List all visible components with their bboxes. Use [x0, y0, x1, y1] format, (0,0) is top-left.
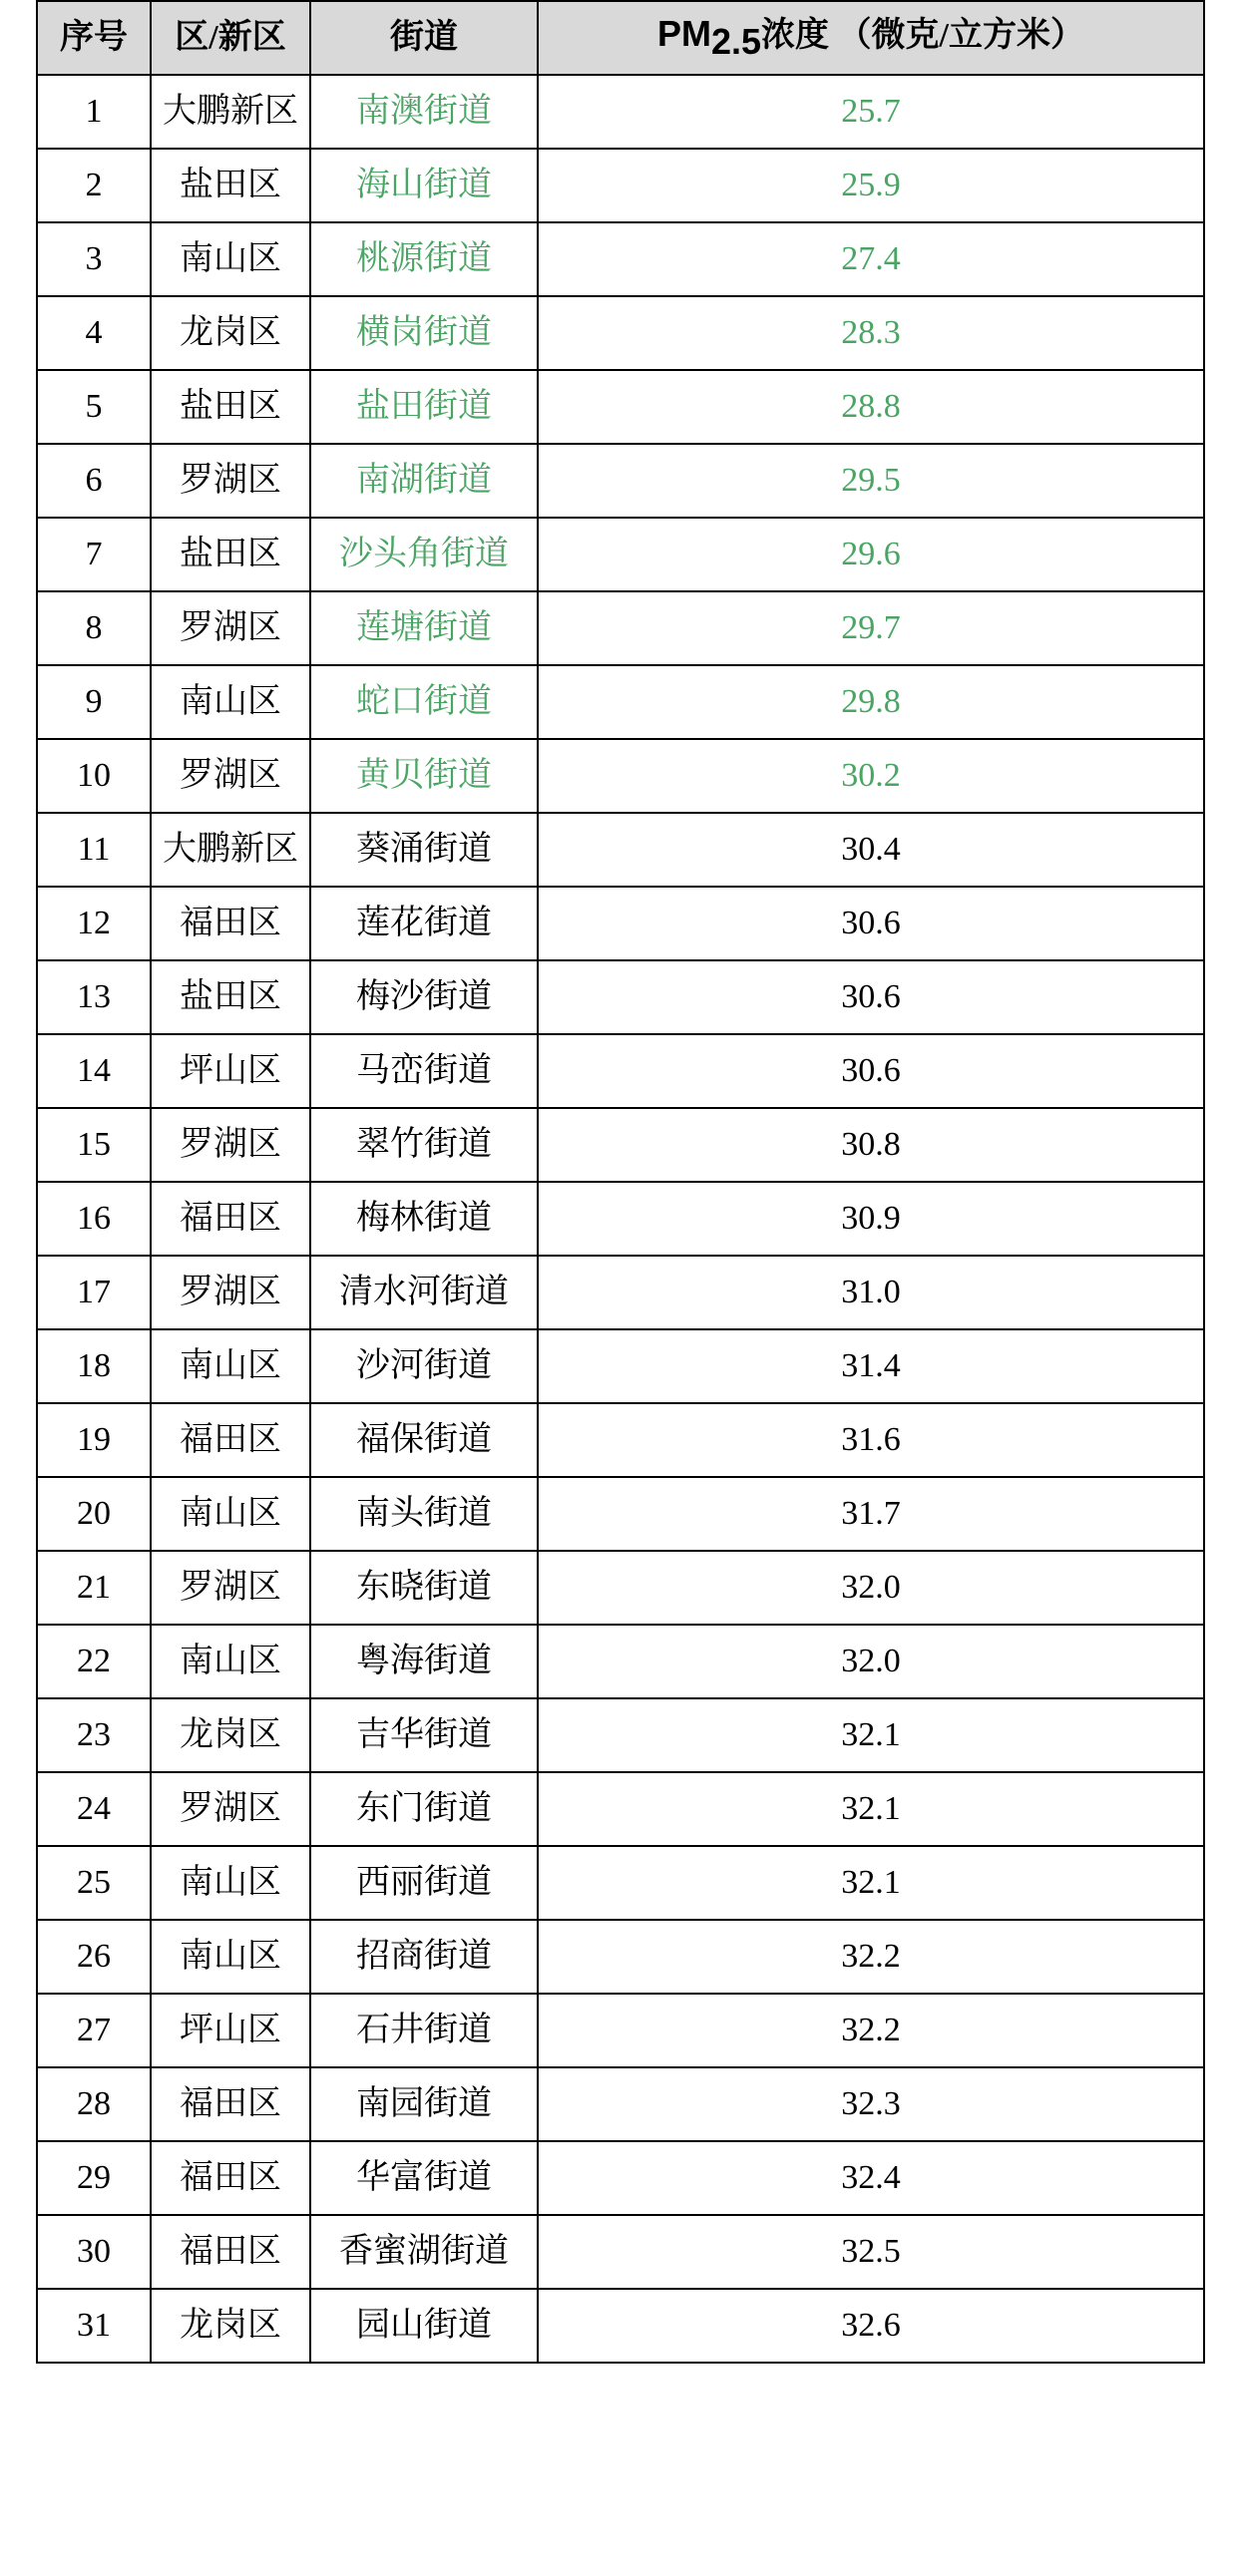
cell-rank: 23 — [37, 1698, 151, 1772]
cell-street: 海山街道 — [310, 149, 538, 222]
table-row — [37, 2067, 1204, 2141]
table-row — [37, 149, 1204, 222]
cell-district: 福田区 — [151, 2215, 310, 2289]
cell-district: 南山区 — [151, 1920, 310, 1994]
cell-rank: 19 — [37, 1403, 151, 1477]
table-row — [37, 1551, 1204, 1625]
cell-rank: 13 — [37, 960, 151, 1034]
cell-pm25-value: 32.1 — [538, 1846, 1204, 1920]
cell-rank: 1 — [37, 75, 151, 149]
cell-pm25-value: 32.2 — [538, 1994, 1204, 2067]
table-row — [37, 1698, 1204, 1772]
cell-district: 南山区 — [151, 1477, 310, 1551]
cell-street: 粤海街道 — [310, 1625, 538, 1698]
column-header-pm25-concentration — [538, 1, 1204, 75]
cell-district: 龙岗区 — [151, 296, 310, 370]
cell-street: 东晓街道 — [310, 1551, 538, 1625]
table-row — [37, 1108, 1204, 1182]
table-row — [37, 1256, 1204, 1329]
pm25-street-ranking-table — [36, 0, 1205, 2364]
cell-street: 福保街道 — [310, 1403, 538, 1477]
pm-label: PM — [657, 13, 711, 55]
cell-rank: 30 — [37, 2215, 151, 2289]
cell-pm25-value: 29.6 — [538, 518, 1204, 591]
cell-pm25-value: 29.5 — [538, 444, 1204, 518]
cell-district: 福田区 — [151, 1182, 310, 1256]
cell-rank: 17 — [37, 1256, 151, 1329]
cell-district: 罗湖区 — [151, 1551, 310, 1625]
cell-pm25-value: 27.4 — [538, 222, 1204, 296]
cell-street: 葵涌街道 — [310, 813, 538, 887]
cell-pm25-value: 30.8 — [538, 1108, 1204, 1182]
cell-rank: 26 — [37, 1920, 151, 1994]
table-row — [37, 296, 1204, 370]
cell-pm25-value: 29.8 — [538, 665, 1204, 739]
cell-rank: 28 — [37, 2067, 151, 2141]
table-row — [37, 1403, 1204, 1477]
cell-pm25-value: 31.4 — [538, 1329, 1204, 1403]
cell-pm25-value: 32.3 — [538, 2067, 1204, 2141]
table-row — [37, 665, 1204, 739]
cell-district: 福田区 — [151, 2067, 310, 2141]
cell-pm25-value: 32.1 — [538, 1698, 1204, 1772]
cell-street: 蛇口街道 — [310, 665, 538, 739]
cell-rank: 3 — [37, 222, 151, 296]
cell-street: 香蜜湖街道 — [310, 2215, 538, 2289]
cell-street: 南头街道 — [310, 1477, 538, 1551]
cell-district: 福田区 — [151, 2141, 310, 2215]
cell-street: 黄贝街道 — [310, 739, 538, 813]
cell-pm25-value: 30.6 — [538, 1034, 1204, 1108]
cell-pm25-value: 25.7 — [538, 75, 1204, 149]
cell-rank: 12 — [37, 887, 151, 960]
table-row — [37, 813, 1204, 887]
cell-street: 南澳街道 — [310, 75, 538, 149]
cell-street: 园山街道 — [310, 2289, 538, 2363]
cell-rank: 4 — [37, 296, 151, 370]
table-row — [37, 2215, 1204, 2289]
table-header — [37, 1, 1204, 75]
table-row — [37, 1920, 1204, 1994]
cell-street: 沙头角街道 — [310, 518, 538, 591]
table-row — [37, 444, 1204, 518]
cell-pm25-value: 25.9 — [538, 149, 1204, 222]
cell-district: 龙岗区 — [151, 1698, 310, 1772]
cell-rank: 20 — [37, 1477, 151, 1551]
cell-rank: 15 — [37, 1108, 151, 1182]
cell-rank: 2 — [37, 149, 151, 222]
cell-street: 梅林街道 — [310, 1182, 538, 1256]
cell-district: 福田区 — [151, 887, 310, 960]
cell-street: 东门街道 — [310, 1772, 538, 1846]
cell-district: 龙岗区 — [151, 2289, 310, 2363]
cell-district: 大鹏新区 — [151, 813, 310, 887]
cell-pm25-value: 32.1 — [538, 1772, 1204, 1846]
cell-pm25-value: 32.0 — [538, 1551, 1204, 1625]
cell-pm25-value: 28.3 — [538, 296, 1204, 370]
cell-rank: 11 — [37, 813, 151, 887]
cell-district: 坪山区 — [151, 1994, 310, 2067]
table-row — [37, 1477, 1204, 1551]
cell-rank: 18 — [37, 1329, 151, 1403]
cell-rank: 29 — [37, 2141, 151, 2215]
cell-pm25-value: 30.6 — [538, 887, 1204, 960]
table-row — [37, 1329, 1204, 1403]
cell-district: 罗湖区 — [151, 1256, 310, 1329]
cell-street: 清水河街道 — [310, 1256, 538, 1329]
cell-pm25-value: 28.8 — [538, 370, 1204, 444]
cell-street: 桃源街道 — [310, 222, 538, 296]
cell-district: 坪山区 — [151, 1034, 310, 1108]
cell-district: 盐田区 — [151, 518, 310, 591]
cell-district: 南山区 — [151, 1625, 310, 1698]
cell-district: 南山区 — [151, 1329, 310, 1403]
table-row — [37, 222, 1204, 296]
cell-street: 横岗街道 — [310, 296, 538, 370]
cell-district: 南山区 — [151, 1846, 310, 1920]
pm-unit-label: 浓度 （微克/立方米） — [761, 17, 1084, 55]
cell-district: 盐田区 — [151, 370, 310, 444]
table-row — [37, 370, 1204, 444]
table-body — [37, 75, 1204, 2363]
pm-subscript: 2.5 — [711, 21, 762, 63]
cell-rank: 31 — [37, 2289, 151, 2363]
cell-pm25-value: 30.6 — [538, 960, 1204, 1034]
table-row — [37, 2141, 1204, 2215]
cell-street: 招商街道 — [310, 1920, 538, 1994]
cell-street: 南湖街道 — [310, 444, 538, 518]
table-row — [37, 2289, 1204, 2363]
cell-district: 罗湖区 — [151, 1772, 310, 1846]
cell-pm25-value: 30.2 — [538, 739, 1204, 813]
cell-pm25-value: 32.0 — [538, 1625, 1204, 1698]
cell-district: 盐田区 — [151, 149, 310, 222]
cell-rank: 25 — [37, 1846, 151, 1920]
cell-district: 罗湖区 — [151, 591, 310, 665]
table-row — [37, 887, 1204, 960]
table-row — [37, 1034, 1204, 1108]
cell-street: 盐田街道 — [310, 370, 538, 444]
cell-pm25-value: 30.9 — [538, 1182, 1204, 1256]
cell-rank: 7 — [37, 518, 151, 591]
table-row — [37, 591, 1204, 665]
column-header-district: 区/新区 — [151, 1, 310, 75]
cell-rank: 10 — [37, 739, 151, 813]
cell-street: 马峦街道 — [310, 1034, 538, 1108]
cell-street: 华富街道 — [310, 2141, 538, 2215]
cell-pm25-value: 32.5 — [538, 2215, 1204, 2289]
cell-rank: 8 — [37, 591, 151, 665]
cell-street: 西丽街道 — [310, 1846, 538, 1920]
cell-district: 南山区 — [151, 665, 310, 739]
cell-pm25-value: 31.7 — [538, 1477, 1204, 1551]
cell-rank: 22 — [37, 1625, 151, 1698]
cell-rank: 6 — [37, 444, 151, 518]
table-row — [37, 1994, 1204, 2067]
table-row — [37, 518, 1204, 591]
cell-street: 莲塘街道 — [310, 591, 538, 665]
cell-pm25-value: 29.7 — [538, 591, 1204, 665]
cell-district: 南山区 — [151, 222, 310, 296]
cell-district: 罗湖区 — [151, 739, 310, 813]
header-row — [37, 1, 1204, 75]
cell-pm25-value: 32.4 — [538, 2141, 1204, 2215]
cell-district: 大鹏新区 — [151, 75, 310, 149]
table-row — [37, 75, 1204, 149]
cell-street: 翠竹街道 — [310, 1108, 538, 1182]
cell-rank: 24 — [37, 1772, 151, 1846]
cell-street: 莲花街道 — [310, 887, 538, 960]
cell-district: 罗湖区 — [151, 444, 310, 518]
cell-rank: 14 — [37, 1034, 151, 1108]
cell-street: 南园街道 — [310, 2067, 538, 2141]
table-row — [37, 1772, 1204, 1846]
cell-rank: 9 — [37, 665, 151, 739]
table-row — [37, 739, 1204, 813]
cell-street: 石井街道 — [310, 1994, 538, 2067]
cell-rank: 5 — [37, 370, 151, 444]
cell-pm25-value: 32.6 — [538, 2289, 1204, 2363]
cell-district: 盐田区 — [151, 960, 310, 1034]
table-row — [37, 1625, 1204, 1698]
cell-rank: 16 — [37, 1182, 151, 1256]
table-row — [37, 1182, 1204, 1256]
cell-district: 福田区 — [151, 1403, 310, 1477]
table-row — [37, 1846, 1204, 1920]
cell-pm25-value: 31.0 — [538, 1256, 1204, 1329]
cell-pm25-value: 30.4 — [538, 813, 1204, 887]
cell-street: 沙河街道 — [310, 1329, 538, 1403]
cell-district: 罗湖区 — [151, 1108, 310, 1182]
column-header-street: 街道 — [310, 1, 538, 75]
cell-rank: 27 — [37, 1994, 151, 2067]
table-row — [37, 960, 1204, 1034]
cell-street: 吉华街道 — [310, 1698, 538, 1772]
cell-street: 梅沙街道 — [310, 960, 538, 1034]
cell-pm25-value: 32.2 — [538, 1920, 1204, 1994]
cell-pm25-value: 31.6 — [538, 1403, 1204, 1477]
cell-rank: 21 — [37, 1551, 151, 1625]
column-header-rank: 序号 — [37, 1, 151, 75]
